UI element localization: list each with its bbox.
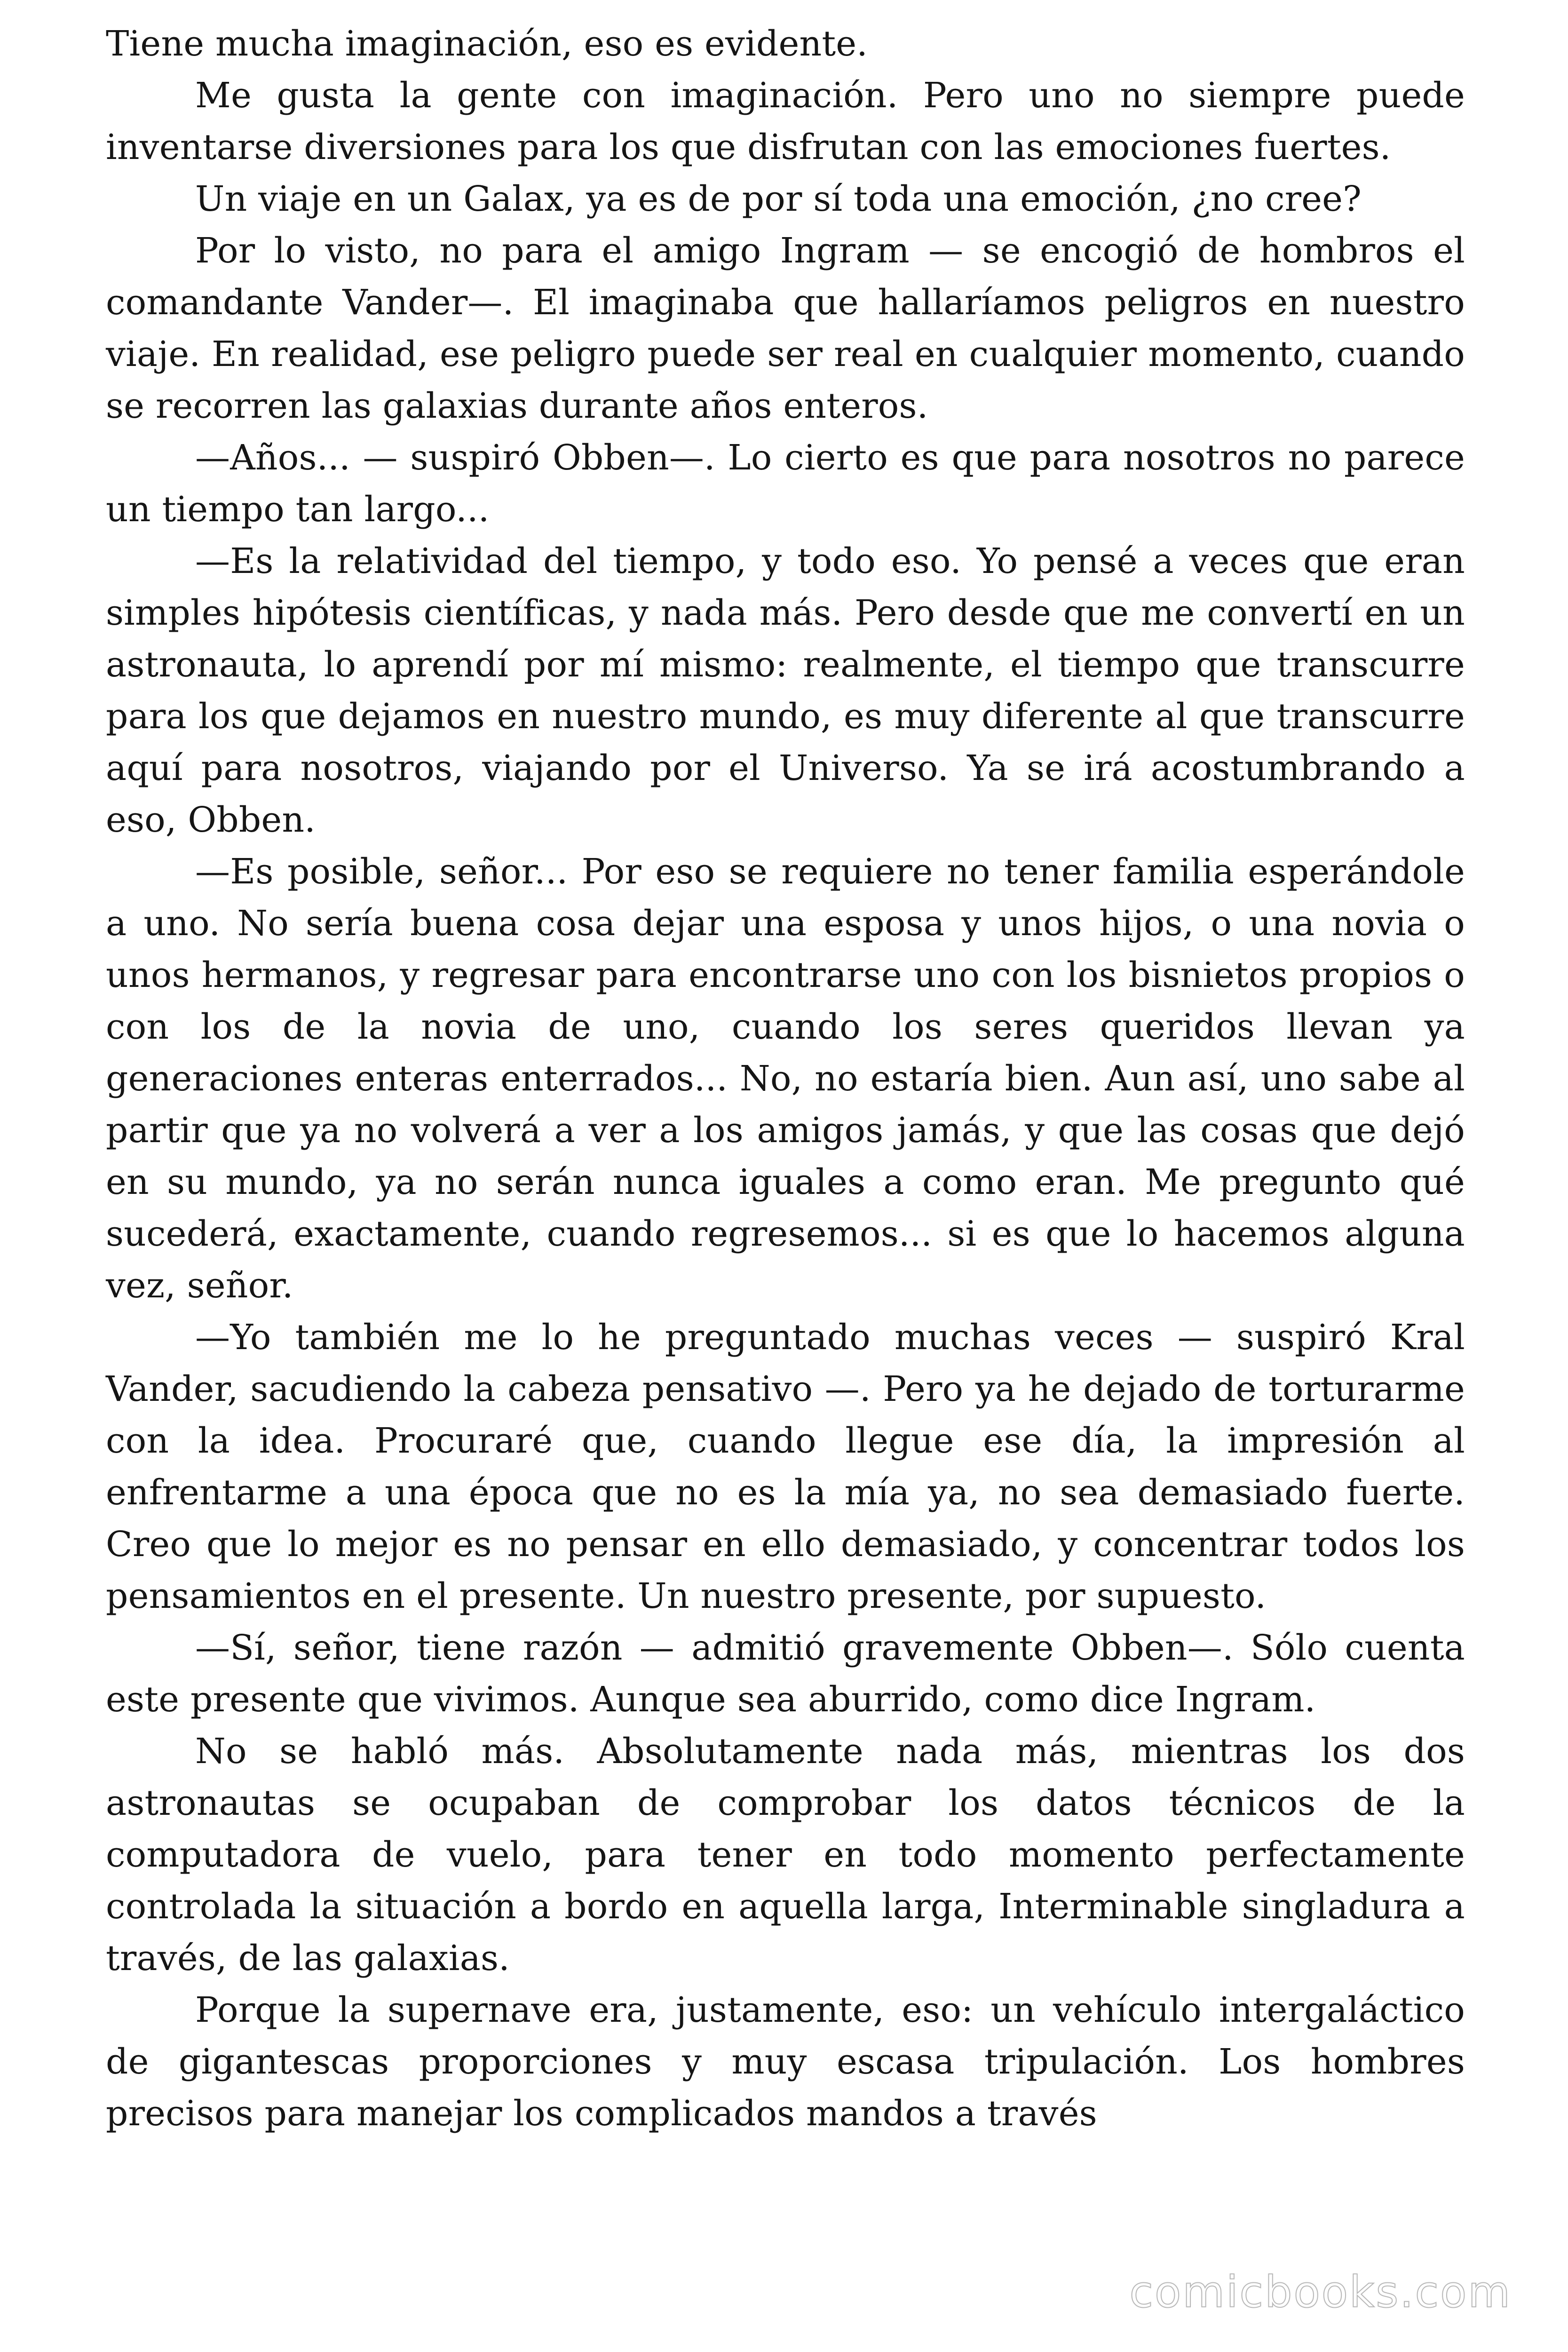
paragraph: No se habló más. Absolutamente nada más, mientras los dos astronautas se ocupaban de comprobar los datos técnicos de la computadora de vuelo, para tener en todo momento perfectamente controlada la situación a bordo en aquella larga, Interminable singladura a través, de las galaxias. <box>106 1731 1465 1979</box>
paragraph: —Es posible, señor... Por eso se requiere no tener familia esperándole a uno. No sería buena cosa dejar una esposa y unos hijos, o una novia o unos hermanos, y regresar para encontrarse uno con los bisnietos propios o con los de la novia de uno, cuando los seres queridos llevan ya generaciones enteras enterrados... No, no estaría bien. Aun así, uno sabe al partir que ya no volverá a ver a los amigos jamás, y que las cosas que dejó en su mundo, ya no serán nunca iguales a como eran. Me pregunto qué sucederá, exactamente, cuando regresemos... si es que lo hacemos alguna vez, señor. <box>106 851 1465 1306</box>
watermark: comicbooks.com <box>1129 2267 1512 2317</box>
paragraph: —Sí, señor, tiene razón — admitió gravemente Obben—. Sólo cuenta este presente que vivimos. Aunque sea aburrido, como dice Ingram. <box>106 1628 1465 1720</box>
page-body <box>106 18 1465 2139</box>
paragraph: —Años... — suspiró Obben—. Lo cierto es que para nosotros no parece un tiempo tan largo... <box>106 437 1465 530</box>
paragraph: Tiene mucha imaginación, eso es evidente. <box>106 24 868 64</box>
paragraph: Por lo visto, no para el amigo Ingram — se encogió de hombros el comandante Vander—. El imaginaba que hallaríamos peligros en nuestro viaje. En realidad, ese peligro puede ser real en cualquier momento, cuando se recorren las galaxias durante años enteros. <box>106 230 1465 426</box>
paragraph: Un viaje en un Galax, ya es de por sí toda una emoción, ¿no cree? <box>195 179 1362 219</box>
paragraph: —Es la relatividad del tiempo, y todo eso. Yo pensé a veces que eran simples hipótesis científicas, y nada más. Pero desde que me convertí en un astronauta, lo aprendí por mí mismo: realmente, el tiempo que transcurre para los que dejamos en nuestro mundo, es muy diferente al que transcurre aquí para nosotros, viajando por el Universo. Ya se irá acostumbrando a eso, Obben. <box>106 541 1465 840</box>
paragraph: —Yo también me lo he preguntado muchas veces — suspiró Kral Vander, sacudiendo la cabeza pensativo —. Pero ya he dejado de torturarme con la idea. Procuraré que, cuando llegue ese día, la impresión al enfrentarme a una época que no es la mía ya, no sea demasiado fuerte. Creo que lo mejor es no pensar en ello demasiado, y concentrar todos los pensamientos en el presente. Un nuestro presente, por supuesto. <box>106 1317 1465 1616</box>
paragraph: Porque la supernave era, justamente, eso: un vehículo intergaláctico de gigantescas proporciones y muy escasa tripulación. Los hombres precisos para manejar los complicados mandos a través <box>106 1990 1465 2134</box>
paragraph: Me gusta la gente con imaginación. Pero uno no siempre puede inventarse diversiones para los que disfrutan con las emociones fuertes. <box>106 75 1465 167</box>
